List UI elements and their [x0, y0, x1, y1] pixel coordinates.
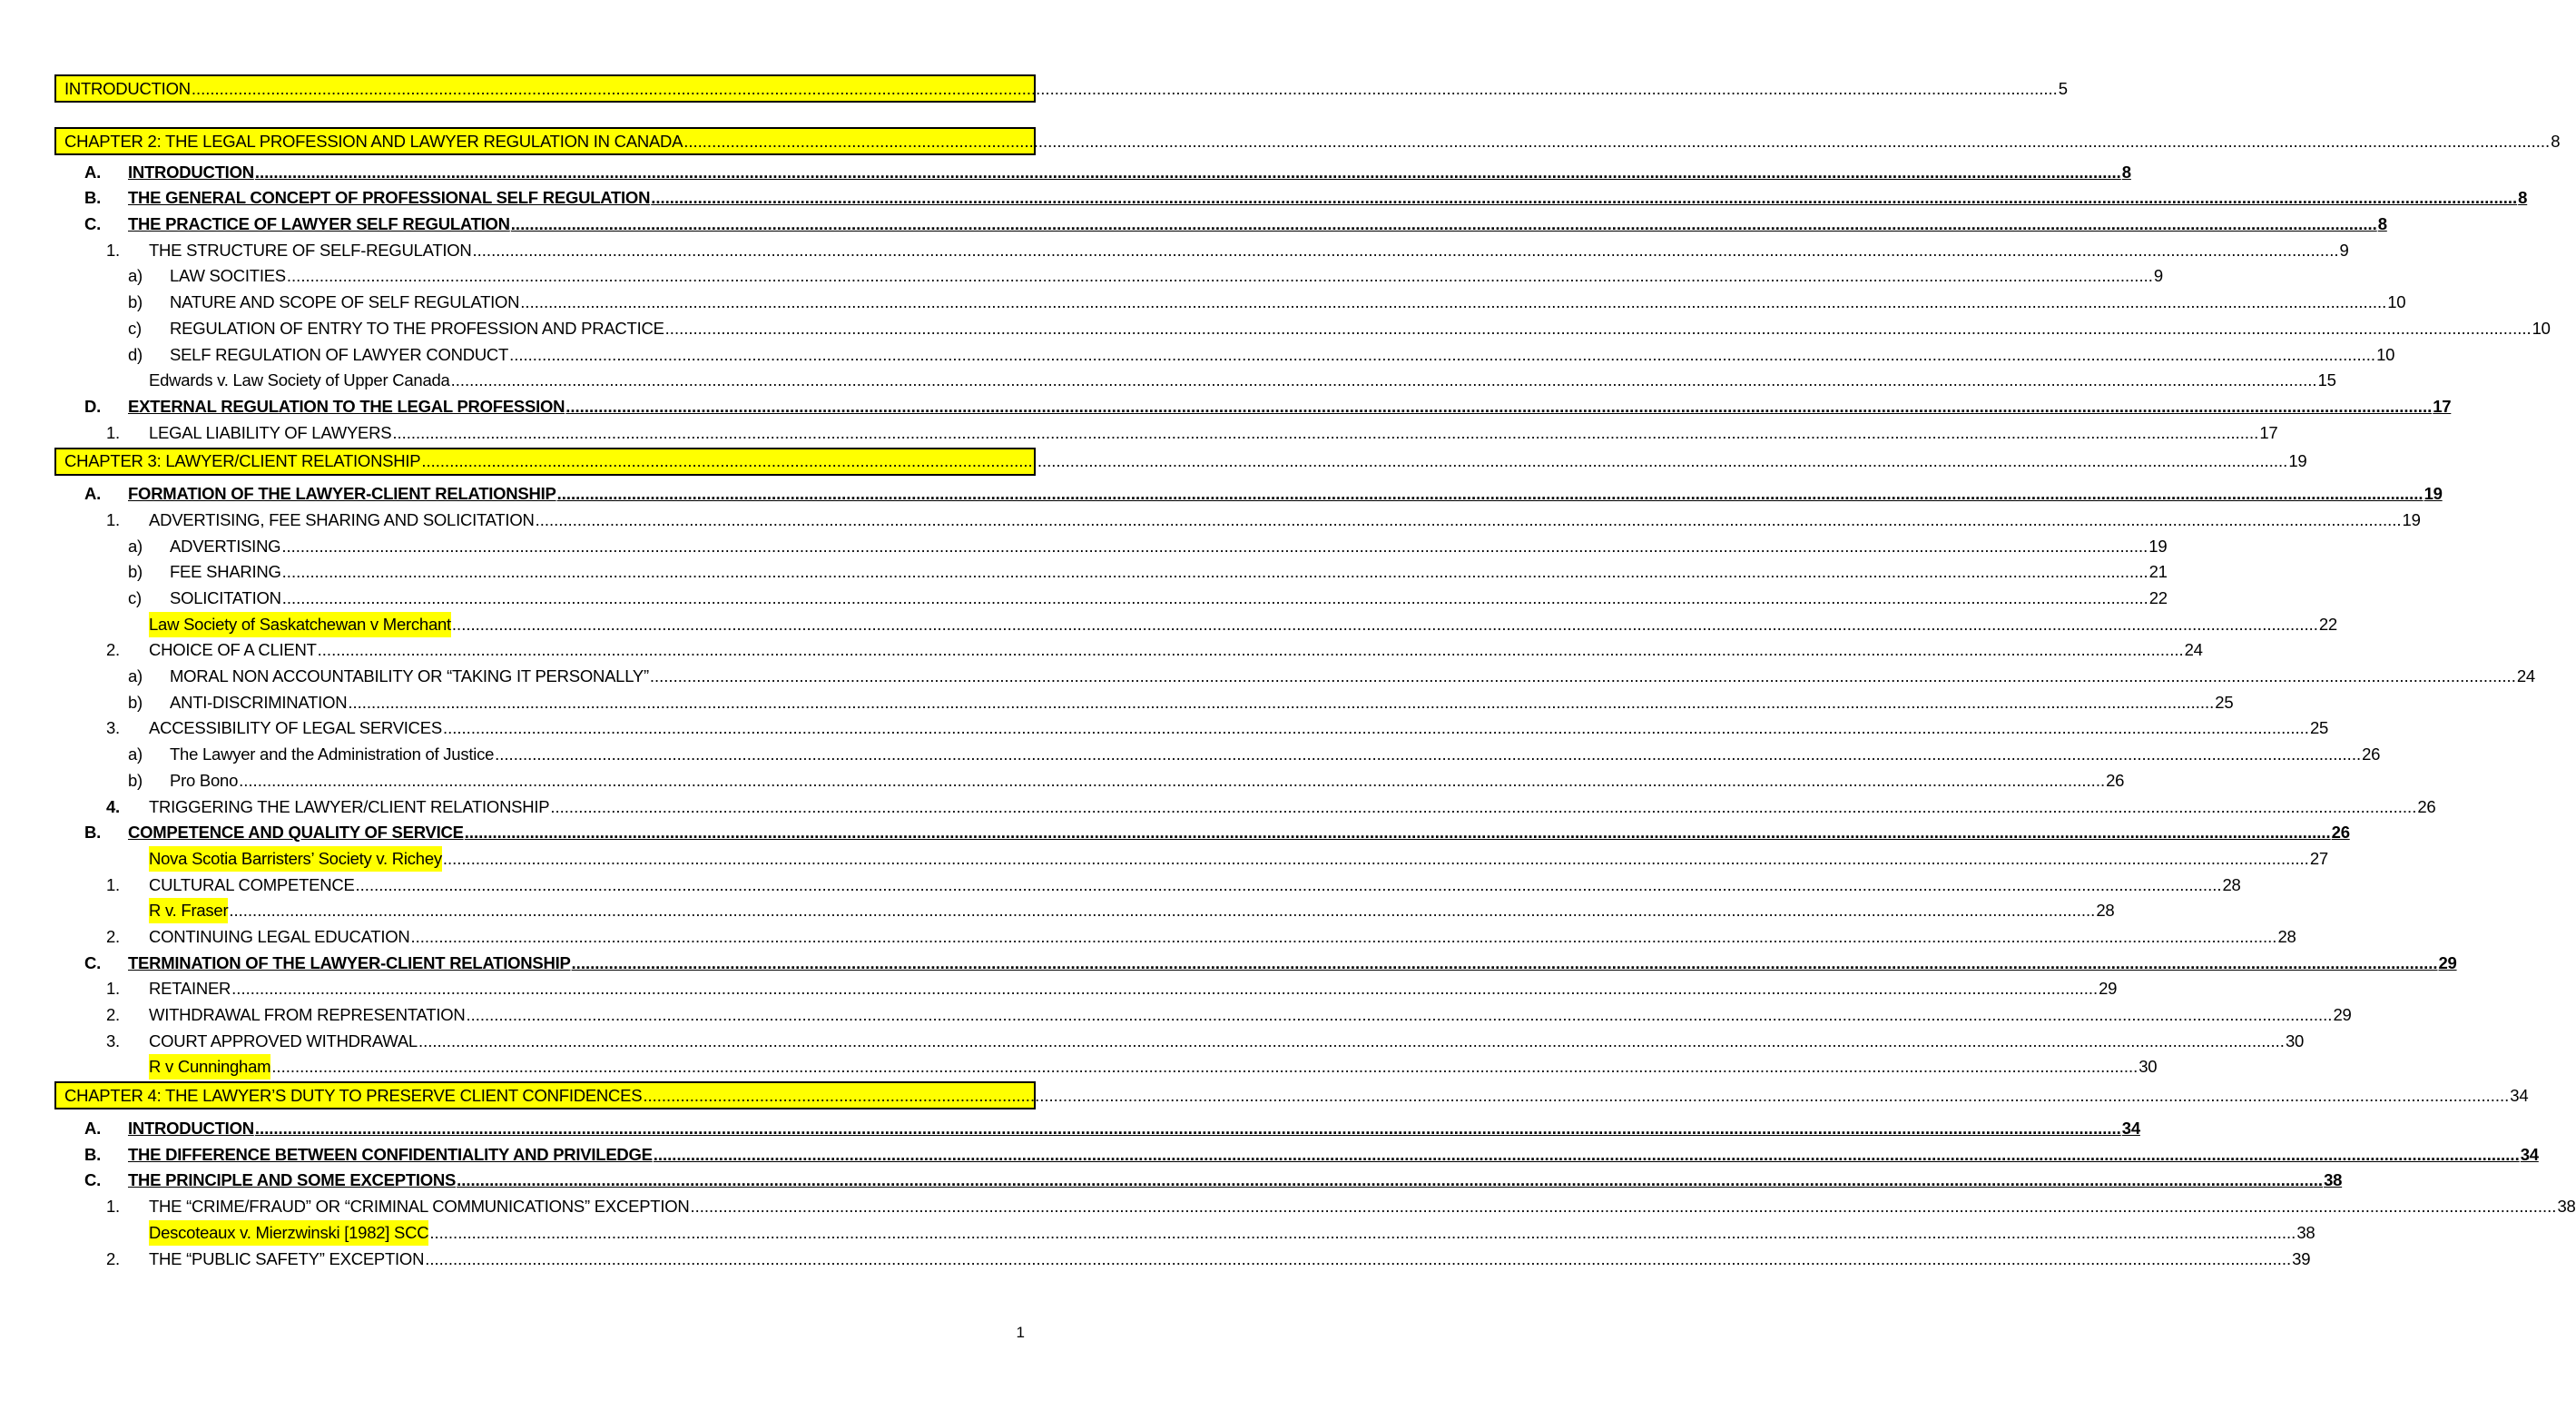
toc-entry-page: 28 — [2222, 874, 2241, 894]
toc-entry-title: ACCESSIBILITY OF LEGAL SERVICES — [149, 718, 442, 738]
toc-entry-title: Edwards v. Law Society of Upper Canada — [149, 370, 450, 390]
dot-leader: ................................................................................................................................................................................................................................................................................................................................................................................................................ — [281, 588, 2148, 607]
dot-leader: ................................................................................................................................................................................................................................................................................................................................................................................................................ — [664, 318, 2532, 338]
toc-entry-number: A. — [84, 484, 101, 504]
toc-entry-title: TERMINATION OF THE LAWYER-CLIENT RELATIONSHIP — [128, 952, 571, 972]
dot-leader: ................................................................................................................................................................................................................................................................................................................................................................................................................ — [254, 162, 2121, 182]
toc-entry-title: REGULATION OF ENTRY TO THE PROFESSION AND PRACTICE — [170, 318, 664, 338]
toc-entry-number: a) — [128, 666, 143, 686]
toc-subitem[interactable] — [54, 767, 2125, 794]
toc-entry-title: CHAPTER 2: THE LEGAL PROFESSION AND LAWYER REGULATION IN CANADA — [64, 131, 683, 151]
toc-entry-number: C. — [84, 1170, 101, 1190]
dot-leader: ................................................................................................................................................................................................................................................................................................................................................................................................................ — [418, 1030, 2285, 1050]
dot-leader: ................................................................................................................................................................................................................................................................................................................................................................................................................ — [495, 744, 2362, 764]
toc-subsection[interactable] — [54, 794, 2436, 820]
toc-entry-title: NATURE AND SCOPE OF SELF REGULATION — [170, 292, 520, 312]
toc-entry-title: Law Society of Saskatchewan v Merchant — [149, 612, 451, 637]
dot-leader: ................................................................................................................................................................................................................................................................................................................................................................................................................ — [281, 562, 2148, 582]
toc-entry-page: 29 — [2333, 1005, 2352, 1024]
toc-entry-number: a) — [128, 744, 143, 764]
toc-section[interactable] — [54, 1168, 2343, 1194]
toc-entry-page: 26 — [2331, 823, 2350, 843]
toc-subsection[interactable] — [54, 1193, 2576, 1219]
toc-entry-title: ADVERTISING — [170, 536, 281, 556]
dot-leader: ................................................................................................................................................................................................................................................................................................................................................................................................................ — [229, 901, 2096, 921]
toc-entry-number: C. — [84, 214, 101, 234]
toc-entry-title: CULTURAL COMPETENCE — [149, 874, 355, 894]
dot-leader: ................................................................................................................................................................................................................................................................................................................................................................................................................ — [254, 1119, 2121, 1139]
toc-entry-page: 19 — [2402, 509, 2421, 529]
toc-entry-number: 2. — [106, 926, 120, 946]
toc-subsection[interactable] — [54, 1246, 2311, 1272]
toc-entry-title: FEE SHARING — [170, 562, 281, 582]
toc-entry-title: THE “CRIME/FRAUD” OR “CRIMINAL COMMUNICATIONS” EXCEPTION — [149, 1197, 690, 1217]
dot-leader: ................................................................................................................................................................................................................................................................................................................................................................................................................ — [550, 796, 2417, 816]
toc-entry-page: 17 — [2433, 396, 2452, 416]
toc-entry-title: The Lawyer and the Administration of Justice — [170, 744, 495, 764]
toc-entry-title: THE PRACTICE OF LAWYER SELF REGULATION — [128, 214, 510, 234]
toc-entry-title: TRIGGERING THE LAWYER/CLIENT RELATIONSHIP — [149, 796, 550, 816]
dot-leader: ................................................................................................................................................................................................................................................................................................................................................................................................................ — [239, 770, 2106, 790]
toc-subitem[interactable] — [54, 315, 2551, 341]
toc-entry-page: 28 — [2096, 901, 2115, 921]
toc-section[interactable] — [54, 481, 2443, 508]
toc-subitem[interactable] — [54, 533, 2168, 559]
toc-entry-page: 19 — [2424, 484, 2443, 504]
toc-entry-number: b) — [128, 562, 143, 582]
toc-entry-title: RETAINER — [149, 979, 231, 999]
toc-entry-title: SELF REGULATION OF LAWYER CONDUCT — [170, 344, 509, 364]
toc-entry-number: 3. — [106, 1030, 120, 1050]
toc-entry-number: B. — [84, 823, 101, 843]
toc-entry-number: 1. — [106, 874, 120, 894]
toc-entry-page: 26 — [2106, 770, 2125, 790]
toc-chapter[interactable] — [54, 1081, 2529, 1109]
toc-entry-page: 24 — [2184, 640, 2203, 660]
toc-entry-title: WITHDRAWAL FROM REPRESENTATION — [149, 1005, 466, 1024]
toc-entry-page: 22 — [2318, 614, 2337, 634]
toc-entry-page: 34 — [2121, 1119, 2140, 1139]
toc-entry-title: MORAL NON ACCOUNTABILITY OR “TAKING IT PERSONALLY” — [170, 666, 649, 686]
toc-entry-number: C. — [84, 952, 101, 972]
toc-entry-title: INTRODUCTION — [128, 162, 254, 182]
toc-subitem[interactable] — [54, 263, 2163, 290]
toc-entry-page: 38 — [2324, 1170, 2343, 1190]
dot-leader: ................................................................................................................................................................................................................................................................................................................................................................................................................ — [466, 1005, 2333, 1024]
toc-entry-title: EXTERNAL REGULATION TO THE LEGAL PROFESSION — [128, 396, 565, 416]
toc-entry-title: THE PRINCIPLE AND SOME EXCEPTIONS — [128, 1170, 457, 1190]
toc-subsection[interactable] — [54, 976, 2118, 1002]
toc-entry-number: a) — [128, 536, 143, 556]
toc-subsection[interactable] — [54, 923, 2296, 950]
toc-section[interactable] — [54, 393, 2452, 419]
toc-chapter[interactable] — [54, 74, 2068, 103]
toc-entry-number: 2. — [106, 1248, 120, 1268]
toc-section[interactable] — [54, 1115, 2140, 1141]
toc-subitem[interactable] — [54, 585, 2168, 611]
toc-entry-title: R v. Fraser — [149, 898, 228, 923]
dot-leader: ................................................................................................................................................................................................................................................................................................................................................................................................................ — [653, 1144, 2520, 1164]
toc-entry-number: A. — [84, 162, 101, 182]
toc-entry-number: b) — [128, 770, 143, 790]
toc-subitem[interactable] — [54, 741, 2381, 767]
toc-subsection[interactable] — [54, 637, 2203, 664]
toc-entry-number: 2. — [106, 640, 120, 660]
dot-leader: ................................................................................................................................................................................................................................................................................................................................................................................................................ — [509, 344, 2376, 364]
toc-section[interactable] — [54, 820, 2350, 846]
toc-entry-title: SOLICITATION — [170, 588, 281, 607]
toc-entry-title: R v Cunningham — [149, 1054, 270, 1080]
dot-leader: ................................................................................................................................................................................................................................................................................................................................................................................................................ — [425, 1248, 2292, 1268]
dot-leader: ................................................................................................................................................................................................................................................................................................................................................................................................................ — [510, 214, 2377, 234]
toc-subsection[interactable] — [54, 237, 2349, 263]
toc-entry-page: 34 — [2520, 1144, 2539, 1164]
dot-leader: ................................................................................................................................................................................................................................................................................................................................................................................................................ — [556, 484, 2424, 504]
dot-leader: ................................................................................................................................................................................................................................................................................................................................................................................................................ — [451, 614, 2318, 634]
dot-leader: ................................................................................................................................................................................................................................................................................................................................................................................................................ — [472, 240, 2339, 260]
toc-entry-page: 29 — [2438, 952, 2457, 972]
toc-subitem[interactable] — [54, 289, 2406, 315]
toc-entry-page: 25 — [2309, 718, 2329, 738]
dot-leader: ................................................................................................................................................................................................................................................................................................................................................................................................................ — [442, 718, 2309, 738]
toc-entry-page: 8 — [2551, 131, 2561, 151]
toc-subitem[interactable] — [54, 341, 2395, 368]
toc-entry-page: 8 — [2518, 188, 2528, 208]
toc-entry-title: Pro Bono — [170, 770, 239, 790]
toc-entry-title: THE GENERAL CONCEPT OF PROFESSIONAL SELF REGULATION — [128, 188, 651, 208]
toc-chapter[interactable] — [54, 127, 2561, 155]
toc-subsection[interactable] — [54, 1028, 2305, 1054]
dot-leader: ................................................................................................................................................................................................................................................................................................................................................................................................................ — [191, 78, 2058, 98]
dot-leader: ................................................................................................................................................................................................................................................................................................................................................................................................................ — [565, 396, 2433, 416]
toc-subsection[interactable] — [54, 872, 2241, 898]
toc-entry-page: 38 — [2296, 1222, 2315, 1242]
toc-entry-number: b) — [128, 692, 143, 712]
toc-entry-page: 26 — [2417, 796, 2436, 816]
toc-section[interactable] — [54, 185, 2528, 212]
dot-leader: ................................................................................................................................................................................................................................................................................................................................................................................................................ — [392, 422, 2259, 442]
dot-leader: ................................................................................................................................................................................................................................................................................................................................................................................................................ — [429, 1222, 2296, 1242]
toc-subitem[interactable] — [54, 689, 2234, 715]
toc-entry-page: 17 — [2259, 422, 2278, 442]
toc-section[interactable] — [54, 1141, 2539, 1168]
toc-entry-page: 28 — [2277, 926, 2296, 946]
toc-entry-page: 38 — [2557, 1197, 2576, 1217]
dot-leader: ................................................................................................................................................................................................................................................................................................................................................................................................................ — [535, 509, 2402, 529]
toc-entry-title: ANTI-DISCRIMINATION — [170, 692, 348, 712]
toc-subsection[interactable] — [54, 507, 2421, 533]
toc-entry-page: 19 — [2288, 451, 2307, 471]
dot-leader: ................................................................................................................................................................................................................................................................................................................................................................................................................ — [457, 1170, 2324, 1190]
toc-entry-page: 8 — [2121, 162, 2131, 182]
toc-section[interactable] — [54, 950, 2457, 976]
toc-entry-number: c) — [128, 318, 142, 338]
toc-entry-number: B. — [84, 188, 101, 208]
toc-entry-number: b) — [128, 292, 143, 312]
toc-entry-number: 1. — [106, 240, 120, 260]
page-number: 1 — [1016, 1324, 1025, 1341]
dot-leader: ................................................................................................................................................................................................................................................................................................................................................................................................................ — [348, 692, 2215, 712]
toc-entry-page: 19 — [2148, 536, 2168, 556]
toc-entry-number: 3. — [106, 718, 120, 738]
toc-entry-page: 10 — [2387, 292, 2406, 312]
dot-leader: ................................................................................................................................................................................................................................................................................................................................................................................................................ — [643, 1085, 2510, 1105]
dot-leader: ................................................................................................................................................................................................................................................................................................................................................................................................................ — [355, 874, 2222, 894]
dot-leader: ................................................................................................................................................................................................................................................................................................................................................................................................................ — [421, 451, 2288, 471]
toc-entry-page: 9 — [2153, 266, 2163, 286]
toc-case[interactable] — [54, 1219, 2315, 1246]
dot-leader: ................................................................................................................................................................................................................................................................................................................................................................................................................ — [651, 188, 2518, 208]
toc-entry-title: LAW SOCITIES — [170, 266, 286, 286]
toc-entry-number: 4. — [106, 796, 120, 816]
dot-leader: ................................................................................................................................................................................................................................................................................................................................................................................................................ — [281, 536, 2148, 556]
toc-entry-number: 2. — [106, 1005, 120, 1024]
toc-entry-title: COURT APPROVED WITHDRAWAL — [149, 1030, 418, 1050]
toc-case[interactable] — [54, 611, 2337, 637]
toc-chapter[interactable] — [54, 448, 2307, 476]
toc-entry-number: 1. — [106, 1197, 120, 1217]
dot-leader: ................................................................................................................................................................................................................................................................................................................................................................................................................ — [571, 952, 2438, 972]
toc-entry-page: 39 — [2292, 1248, 2311, 1268]
toc-entry-title: CHAPTER 4: THE LAWYER’S DUTY TO PRESERVE CLIENT CONFIDENCES — [64, 1085, 643, 1105]
toc-entry-number: B. — [84, 1144, 101, 1164]
dot-leader: ................................................................................................................................................................................................................................................................................................................................................................................................................ — [683, 131, 2551, 151]
toc-case[interactable] — [54, 1054, 2158, 1080]
toc-entry-page: 9 — [2339, 240, 2349, 260]
toc-entry-title: INTRODUCTION — [64, 78, 191, 98]
toc-entry-page: 27 — [2309, 848, 2328, 868]
toc-section[interactable] — [54, 159, 2131, 185]
toc-case[interactable] — [54, 898, 2115, 924]
dot-leader: ................................................................................................................................................................................................................................................................................................................................................................................................................ — [231, 979, 2099, 999]
dot-leader: ................................................................................................................................................................................................................................................................................................................................................................................................................ — [286, 266, 2153, 286]
toc-entry-page: 30 — [2285, 1030, 2305, 1050]
toc-subitem[interactable] — [54, 663, 2535, 689]
toc-entry-title: CONTINUING LEGAL EDUCATION — [149, 926, 410, 946]
toc-entry-number: D. — [84, 396, 101, 416]
dot-leader: ................................................................................................................................................................................................................................................................................................................................................................................................................ — [410, 926, 2277, 946]
toc-entry-title: FORMATION OF THE LAWYER-CLIENT RELATIONSHIP — [128, 484, 556, 504]
toc-entry-page: 10 — [2532, 318, 2551, 338]
toc-entry-title: COMPETENCE AND QUALITY OF SERVICE — [128, 823, 464, 843]
toc-entry-page: 24 — [2516, 666, 2535, 686]
toc-entry-page: 21 — [2148, 562, 2168, 582]
toc-entry-number: d) — [128, 344, 143, 364]
toc-entry-title: LEGAL LIABILITY OF LAWYERS — [149, 422, 392, 442]
toc-entry-number: c) — [128, 588, 142, 607]
toc-entry-page: 5 — [2058, 78, 2068, 98]
toc-subsection[interactable] — [54, 1001, 2352, 1028]
toc-case[interactable] — [54, 368, 2336, 394]
dot-leader: ................................................................................................................................................................................................................................................................................................................................................................................................................ — [271, 1057, 2138, 1077]
toc-entry-title: INTRODUCTION — [128, 1119, 254, 1139]
toc-entry-page: 15 — [2317, 370, 2336, 390]
toc-case[interactable] — [54, 845, 2328, 872]
dot-leader: ................................................................................................................................................................................................................................................................................................................................................................................................................ — [690, 1197, 2557, 1217]
toc-entry-page: 34 — [2510, 1085, 2529, 1105]
toc-entry-page: 30 — [2138, 1057, 2158, 1077]
toc-entry-title: Nova Scotia Barristers’ Society v. Richey — [149, 846, 442, 872]
toc-subsection[interactable] — [54, 715, 2329, 742]
toc-entry-page: 25 — [2215, 692, 2234, 712]
toc-entry-title: THE DIFFERENCE BETWEEN CONFIDENTIALITY AND PRIVILEDGE — [128, 1144, 653, 1164]
toc-entry-number: 1. — [106, 979, 120, 999]
toc-entry-title: THE STRUCTURE OF SELF-REGULATION — [149, 240, 472, 260]
dot-leader: ................................................................................................................................................................................................................................................................................................................................................................................................................ — [520, 292, 2387, 312]
toc-entry-number: a) — [128, 266, 143, 286]
toc-entry-title: THE “PUBLIC SAFETY” EXCEPTION — [149, 1248, 425, 1268]
dot-leader: ................................................................................................................................................................................................................................................................................................................................................................................................................ — [649, 666, 2516, 686]
toc-entry-number: A. — [84, 1119, 101, 1139]
dot-leader: ................................................................................................................................................................................................................................................................................................................................................................................................................ — [317, 640, 2184, 660]
toc-entry-page: 26 — [2362, 744, 2381, 764]
toc-entry-page: 22 — [2148, 588, 2168, 607]
toc-entry-title: Descoteaux v. Mierzwinski [1982] SCC — [149, 1220, 428, 1246]
toc-entry-page: 8 — [2377, 214, 2387, 234]
dot-leader: ................................................................................................................................................................................................................................................................................................................................................................................................................ — [442, 848, 2309, 868]
toc-entry-page: 29 — [2099, 979, 2118, 999]
toc-entry-number: 1. — [106, 422, 120, 442]
toc-entry-page: 10 — [2376, 344, 2395, 364]
dot-leader: ................................................................................................................................................................................................................................................................................................................................................................................................................ — [450, 370, 2317, 390]
toc-subsection[interactable] — [54, 419, 2278, 446]
toc-entry-title: CHAPTER 3: LAWYER/CLIENT RELATIONSHIP — [64, 451, 421, 471]
toc-subitem[interactable] — [54, 559, 2168, 586]
toc-entry-title: ADVERTISING, FEE SHARING AND SOLICITATION — [149, 509, 535, 529]
toc-section[interactable] — [54, 211, 2387, 237]
toc-entry-number: 1. — [106, 509, 120, 529]
toc-entry-title: CHOICE OF A CLIENT — [149, 640, 317, 660]
dot-leader: ................................................................................................................................................................................................................................................................................................................................................................................................................ — [464, 823, 2331, 843]
table-of-contents — [54, 74, 2576, 1272]
